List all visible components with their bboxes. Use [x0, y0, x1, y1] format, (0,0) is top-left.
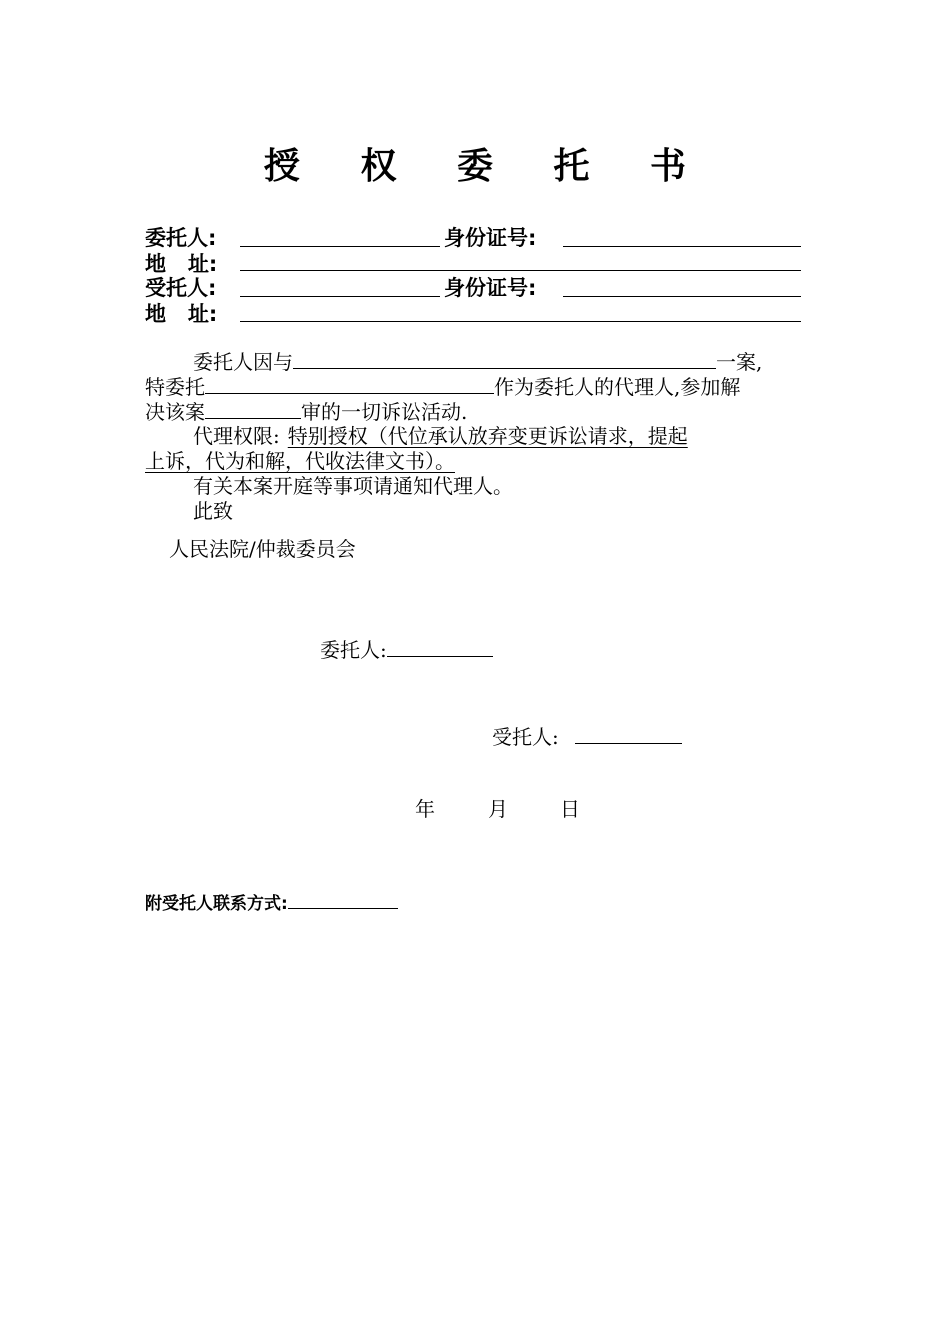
agent-id-line[interactable]: [563, 296, 801, 297]
body-line-3: [145, 398, 467, 425]
body-p1-end: 一案,: [716, 350, 763, 374]
principal-label: 委托人:: [145, 226, 217, 250]
notice-text: 有关本案开庭等事项请通知代理人。: [193, 474, 513, 498]
principal-name-line[interactable]: [240, 246, 440, 247]
body-p1-start: 委托人因与: [193, 350, 293, 374]
date-year: 年: [415, 797, 435, 821]
scope-text-1: 特别授权（代位承认放弃变更诉讼请求，提起: [287, 424, 688, 448]
footer-contact: [145, 889, 398, 914]
signature-agent-label: 受托人:: [492, 725, 559, 749]
agent-name-line[interactable]: [240, 296, 440, 297]
date-month: 月: [488, 797, 508, 821]
footer-contact-label: 附受托人联系方式:: [145, 894, 288, 914]
agent-label: 受托人:: [145, 276, 217, 300]
body-line-2: [145, 373, 740, 400]
scope-label: 代理权限:: [193, 424, 280, 448]
body-p3-end: 审的一切诉讼活动.: [301, 400, 468, 424]
agent-address-label: 地 址:: [145, 302, 218, 326]
salutation-text: 此致: [193, 499, 233, 523]
agent-name-blank[interactable]: [205, 373, 494, 394]
signature-principal-blank[interactable]: [387, 636, 493, 657]
principal-id-label: 身份证号:: [444, 226, 537, 250]
agent-id-label: 身份证号:: [444, 276, 537, 300]
body-p3-start: 决该案: [145, 400, 205, 424]
scope-line-2: [145, 449, 455, 474]
scope-line-1: [193, 424, 688, 449]
signature-agent: [492, 723, 682, 750]
signature-principal: [320, 636, 493, 663]
signature-agent-blank[interactable]: [575, 723, 682, 744]
date-day: 日: [560, 797, 580, 821]
trial-stage-blank[interactable]: [205, 398, 301, 419]
agent-address-line[interactable]: [240, 321, 801, 322]
principal-id-line[interactable]: [563, 246, 801, 247]
signature-principal-label: 委托人:: [320, 638, 387, 662]
recipient-text: 人民法院/仲裁委员会: [169, 537, 356, 561]
body-line-1: [193, 348, 762, 375]
document-title: 授 权 委 托 书: [263, 146, 711, 187]
opposing-party-blank[interactable]: [293, 348, 716, 369]
principal-address-label: 地 址:: [145, 252, 218, 276]
scope-text-2: 上诉，代为和解，代收法律文书）。: [145, 449, 455, 473]
principal-address-line[interactable]: [240, 270, 801, 271]
body-p2-start: 特委托: [145, 375, 205, 399]
footer-contact-blank[interactable]: [288, 890, 398, 909]
body-p2-end: 作为委托人的代理人,参加解: [494, 375, 741, 399]
